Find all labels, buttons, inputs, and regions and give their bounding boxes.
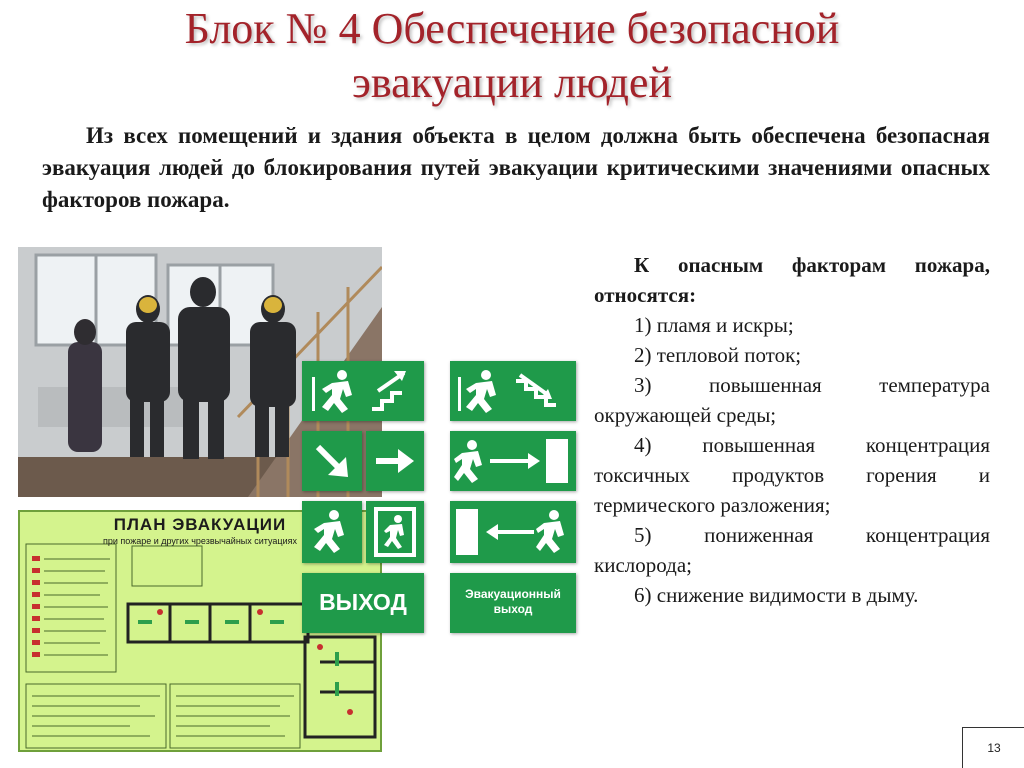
running-man-sign (302, 501, 362, 563)
exit-left-sign (450, 501, 576, 563)
exit-right-sign (450, 431, 576, 491)
plan-title: ПЛАН ЭВАКУАЦИИ (113, 515, 287, 534)
slide-title (0, 2, 1024, 110)
intro-paragraph: Из всех помещений и здания объекта в целом должна быть обеспечена безопасная эвакуация людей до блокирования путей эвакуации критическими значениями опасных факторов пожара. (42, 123, 990, 212)
title-line-1: Блок № 4 Обеспечение безопасной (184, 4, 840, 53)
factor-item: 4) повышенная концентрация токсичных продуктов горения и термического разложения; (594, 433, 990, 517)
title-line-2: эвакуации людей (351, 58, 672, 107)
factor-item: 6) снижение видимости в дыму. (634, 583, 919, 607)
exit-label: ВЫХОД (319, 589, 407, 615)
arrow-right-sign (366, 431, 424, 491)
page-number: 13 (962, 727, 1024, 768)
exit-stairs-down-sign (450, 361, 576, 421)
evac-exit-line-2: выход (493, 602, 533, 616)
evac-exit-label (450, 587, 576, 617)
exit-text-sign (302, 573, 424, 633)
exit-stairs-up-sign-left (302, 361, 424, 421)
arrow-down-right-sign (302, 431, 362, 491)
plan-subtitle: при пожаре и других чрезвычайных ситуациях (103, 536, 297, 546)
fire-factors-list (594, 250, 990, 610)
factor-item: 1) пламя и искры; (634, 313, 794, 337)
exit-door-sign (366, 501, 424, 563)
evac-exit-line-1: Эвакуационный (465, 587, 561, 601)
factor-item: 3) повышенная температура окружающей среды; (594, 373, 990, 427)
evacuation-signs (300, 359, 578, 637)
factors-lead: К опасным факторам пожара, относятся: (594, 253, 990, 307)
evacuation-exit-sign (450, 573, 576, 633)
factor-item: 2) тепловой поток; (634, 343, 802, 367)
factor-item: 5) пониженная концентрация кислорода; (594, 523, 990, 577)
